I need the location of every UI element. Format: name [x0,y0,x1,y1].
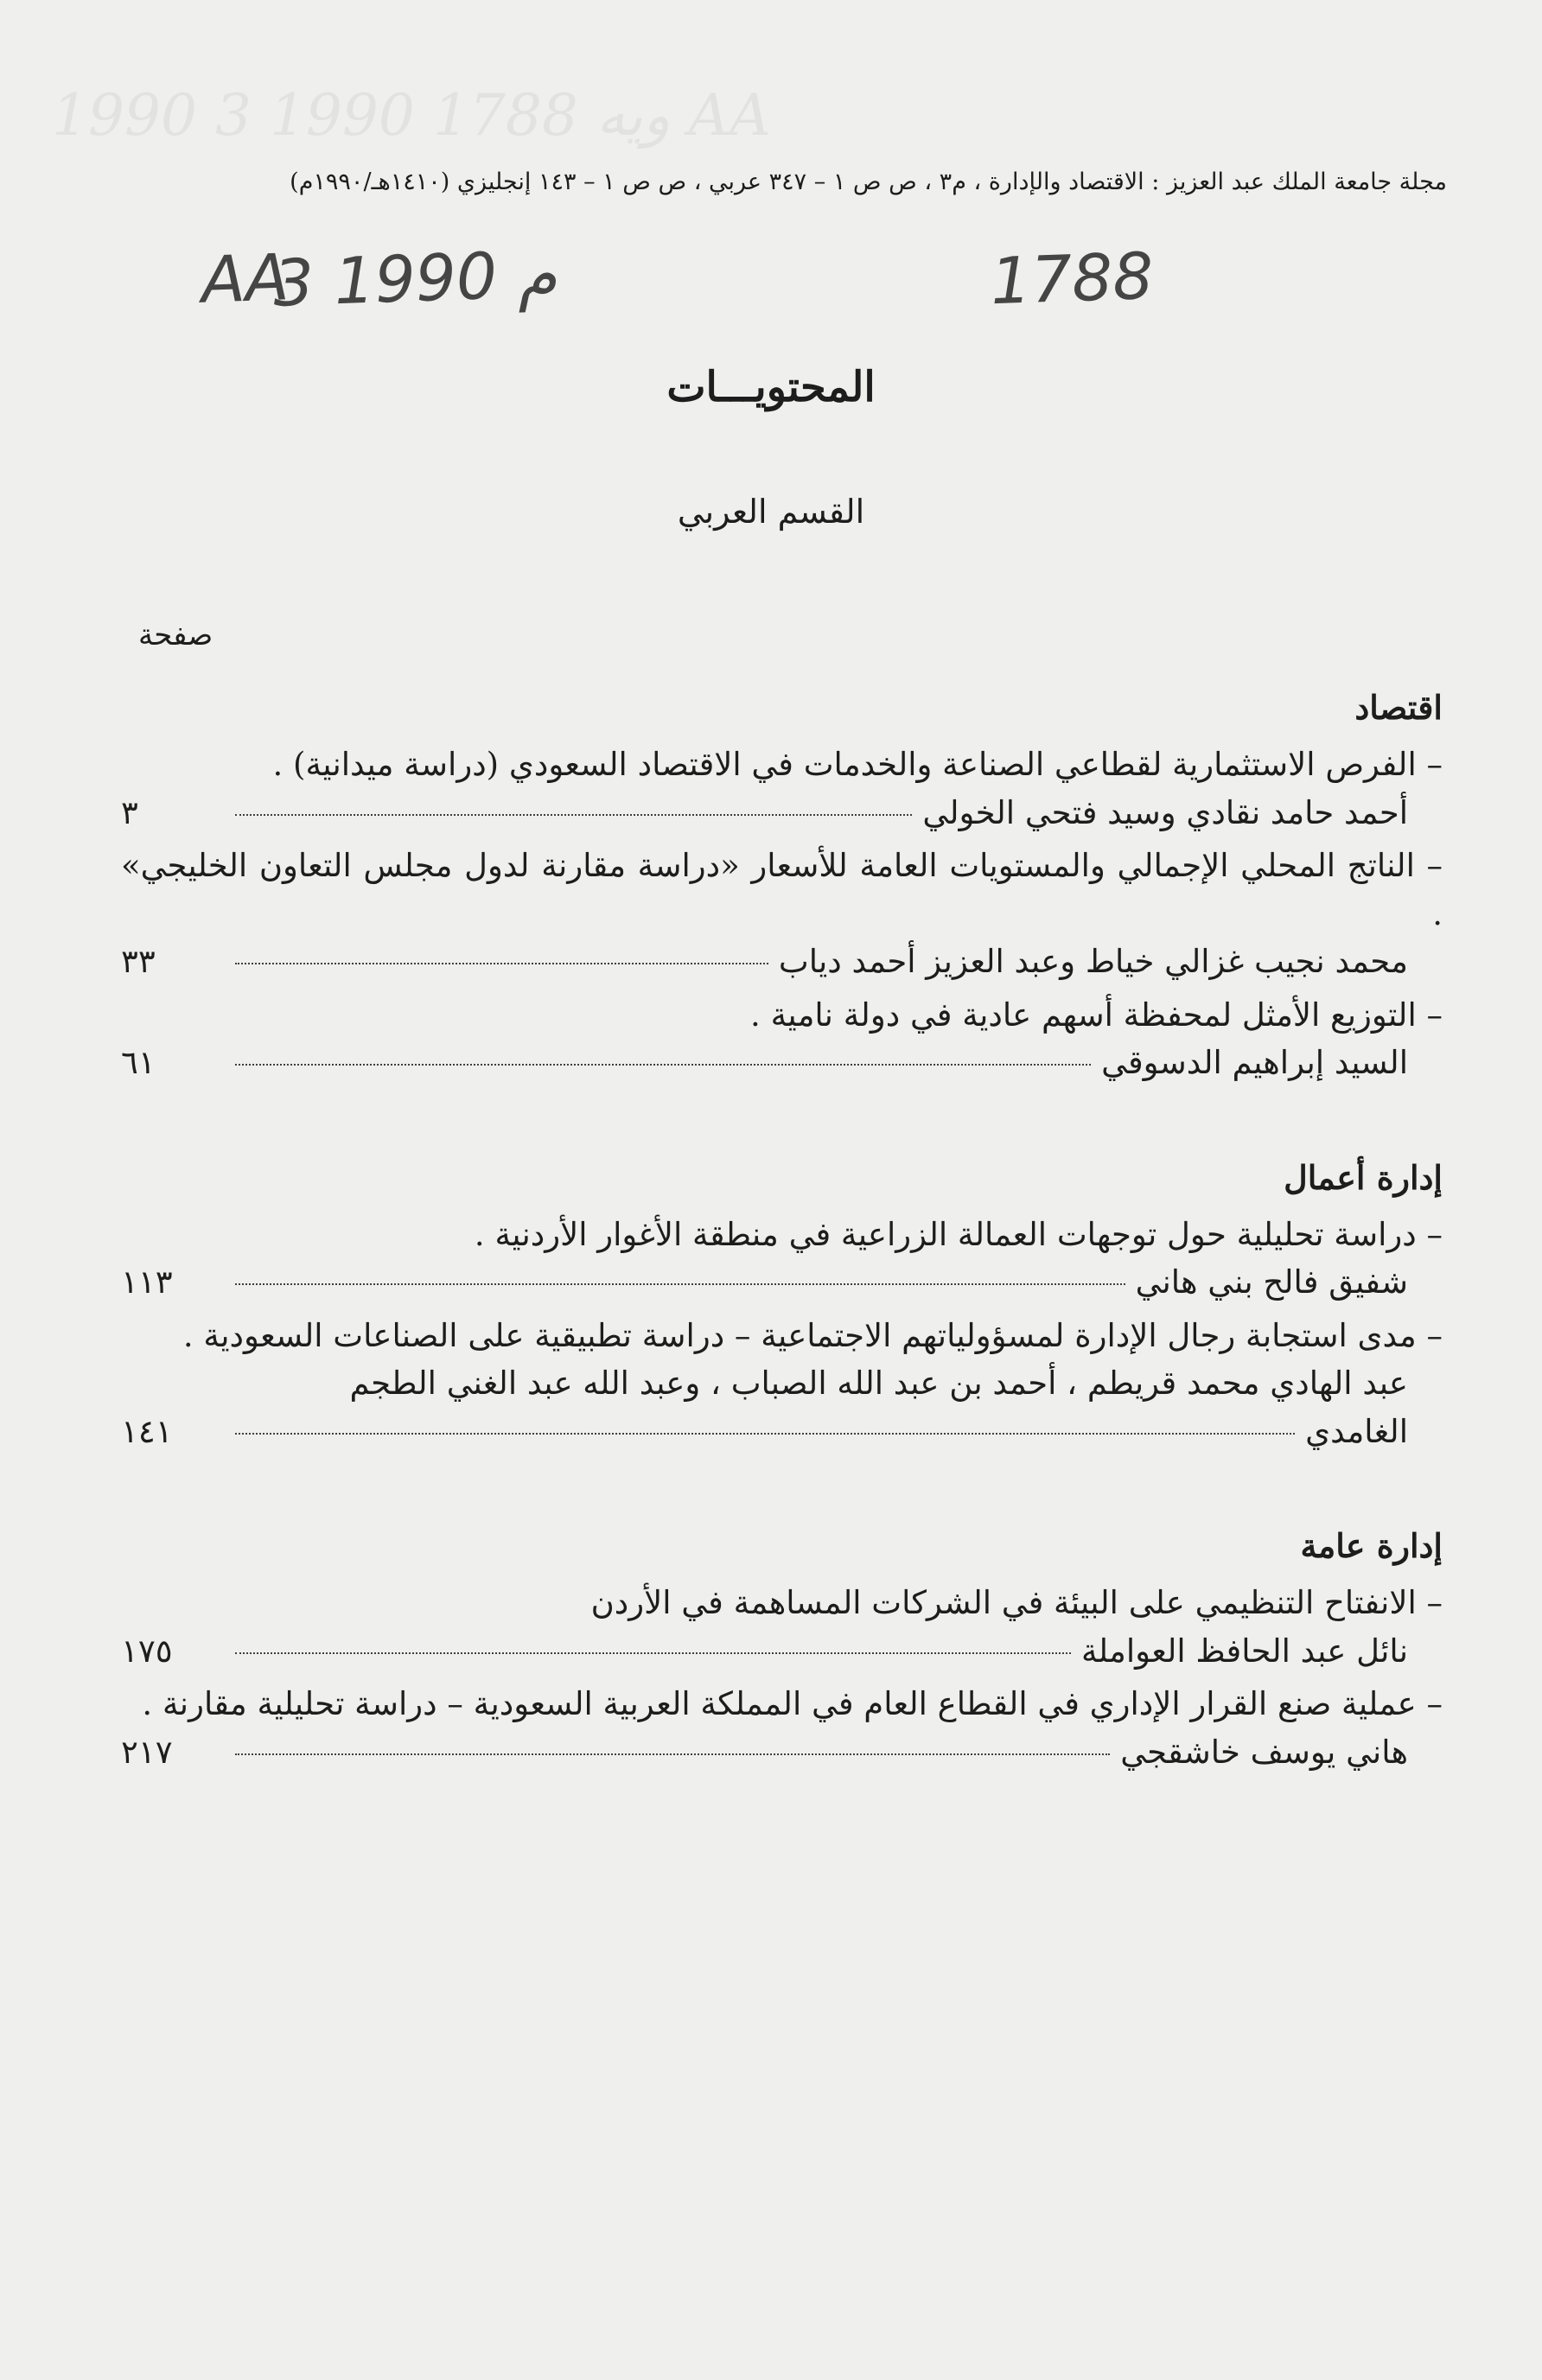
section-heading: القسم العربي [677,493,865,531]
entry-author: الغامدي [1305,1412,1408,1450]
entry-title: – الانفتاح التنظيمي على البيئة في الشركات المساهمة في الأردن [590,1584,1443,1621]
toc-entry[interactable] [121,1680,1443,1776]
entry-author-row [121,1728,1443,1777]
entry-page-number: ٢١٧ [121,1733,173,1771]
dot-leader [235,1433,1295,1435]
category-heading-business-admin: إدارة أعمال [1284,1157,1443,1197]
category-spacer [121,1092,1443,1153]
entry-author-first-line: عبد الهادي محمد قريطم ، أحمد بن عبد الله الصباب ، وعبد الله عبد الغني الطجم [349,1365,1408,1402]
dot-leader [235,1064,1091,1066]
entry-page-number: ٣ [121,793,138,831]
dot-leader [235,963,768,964]
entry-title: – مدى استجابة رجال الإدارة لمسؤولياتهم الاجتماعية – دراسة تطبيقية على الصناعات السعودية . [182,1316,1443,1354]
entry-author: محمد نجيب غزالي خياط وعبد العزيز أحمد دياب [778,943,1408,980]
toc-entry[interactable] [121,1312,1443,1456]
handwritten-note-right: 1788 [989,239,1155,320]
entry-title: – الناتج المحلي الإجمالي والمستويات العامة للأسعار «دراسة مقارنة لدول مجلس التعاون الخليجي» . [121,847,1443,932]
entry-author: السيد إبراهيم الدسوقي [1101,1044,1408,1081]
category-heading-public-admin: إدارة عامة [1300,1526,1443,1565]
toc-entry[interactable] [121,1579,1443,1675]
table-of-contents [121,683,1443,1781]
entry-author-row [121,1408,1443,1456]
toc-entry[interactable] [121,1211,1443,1307]
entry-author: نائل عبد الحافظ العواملة [1080,1632,1408,1670]
entry-page-number: ١٧٥ [121,1632,173,1670]
entry-author: أحمد حامد نقادي وسيد فتحي الخولي [922,793,1408,831]
entry-author: شفيق فالح بني هاني [1135,1263,1408,1301]
entry-author-row [121,1258,1443,1307]
entry-page-number: ١١٣ [121,1263,173,1301]
dot-leader [235,814,912,816]
page-column-label: صفحة [138,618,213,652]
entry-author: هاني يوسف خاشقجي [1120,1733,1408,1771]
entry-page-number: ٣٣ [121,943,156,980]
bleed-through-handwriting: ويه 1788 1990 3 1990 AA [52,82,771,149]
journal-citation: مجلة جامعة الملك عبد العزيز : الاقتصاد والإدارة ، م٣ ، ص ص ١ – ٣٤٧ عربي ، ص ص ١ – ١٤٣ إنجليزي (١٤١٠هـ/١٩٩٠م) [290,169,1447,195]
toc-entry[interactable] [121,991,1443,1087]
handwritten-note-left: AA [200,240,290,318]
entry-title: – التوزيع الأمثل لمحفظة أسهم عادية في دولة نامية . [750,996,1443,1034]
entry-author-row [121,1627,1443,1676]
entry-title: – الفرص الاستثمارية لقطاعي الصناعة والخدمات في الاقتصاد السعودي (دراسة ميدانية) . [272,746,1443,783]
entry-author-row [121,789,1443,837]
entry-title: – دراسة تحليلية حول توجهات العمالة الزراعية في منطقة الأغوار الأردنية . [474,1215,1443,1253]
toc-entry[interactable] [121,842,1443,986]
entry-page-number: ١٤١ [121,1412,173,1450]
category-spacer [121,1460,1443,1521]
dot-leader [235,1283,1125,1285]
entry-title: – عملية صنع القرار الإداري في القطاع العام في المملكة العربية السعودية – دراسة تحليلية مقارنة . [142,1685,1443,1722]
handwritten-note-middle: 3 م 1990 [271,237,558,321]
entry-author-row [121,938,1443,986]
entry-page-number: ٦١ [121,1044,156,1081]
toc-entry[interactable] [121,741,1443,837]
dot-leader [235,1753,1110,1755]
entry-author-row [121,1039,1443,1087]
dot-leader [235,1652,1071,1654]
category-heading-economics: اقتصاد [1354,688,1443,727]
page-title: المحتويـــات [666,363,876,411]
